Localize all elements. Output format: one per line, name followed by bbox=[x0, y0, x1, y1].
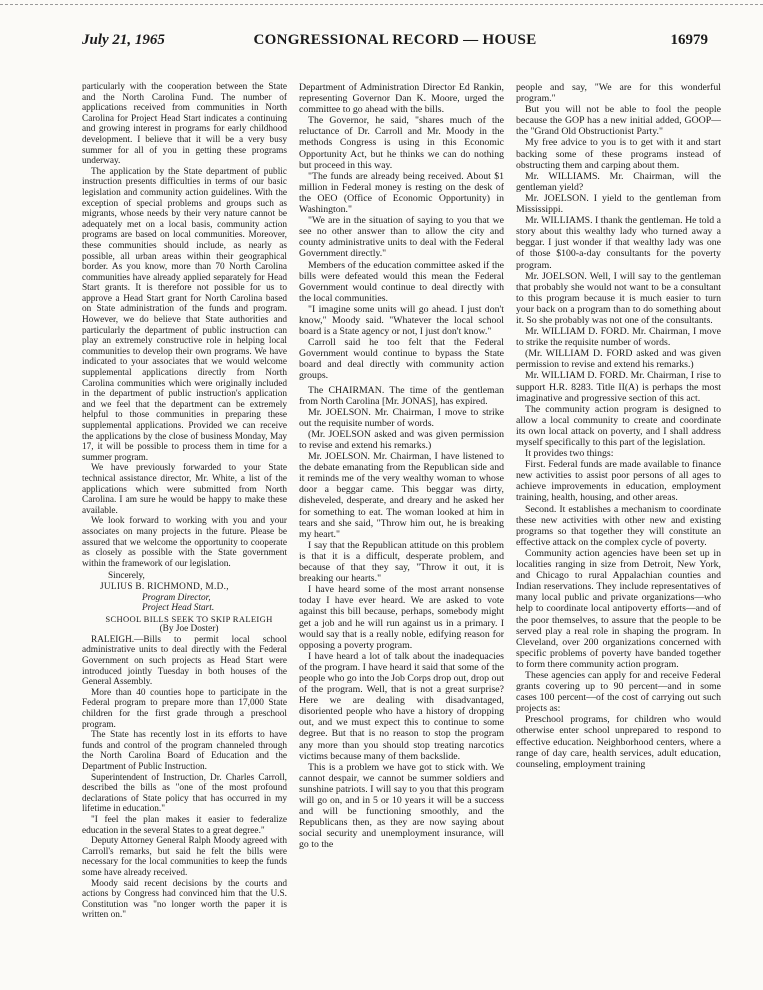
signatory-name: JULIUS B. RICHMOND, M.D., bbox=[100, 581, 229, 592]
paragraph: We look forward to working with you and your associates on many projects in the future. Please be assured that we welcome the opportunity to cooperate as closely as possible with the State government within the framework of our legislation. bbox=[82, 516, 287, 569]
paragraph: This is a problem we have got to stick with. We cannot despair, we cannot be summer soldiers and sunshine patriots. I will say to you that this program will go on, and in 5 or 10 years it will be a success and will be functioning smoothly, and the Republicans then, as they are now saying about social security and unemployment insurance, will go to the bbox=[299, 761, 504, 851]
column-middle bbox=[299, 82, 504, 978]
paragraph: "I imagine some units will go ahead. I just don't know," Moody said. "Whatever the local school board is a State agency or not, I just don't know." bbox=[299, 303, 504, 338]
paragraph: people and say, "We are for this wonderful program." bbox=[516, 82, 721, 105]
paragraph: Mr. WILLIAMS. Mr. Chairman, will the gentleman yield? bbox=[516, 170, 721, 193]
paragraph: Department of Administration Director Ed Rankin, representing Governor Dan K. Moore, urged the committee to go ahead with the bills. bbox=[299, 82, 504, 116]
signatory-title: Program Director, bbox=[142, 592, 211, 603]
paragraph: Superintendent of Instruction, Dr. Charles Carroll, described the bills as "one of the most profound declarations of State policy that has occurred in my lifetime in education." bbox=[82, 772, 287, 815]
paragraph: Moody said recent decisions by the courts and actions by Congress had convinced him that the U.S. Constitution was "no longer worth the paper it is written on." bbox=[82, 878, 287, 921]
column-right bbox=[516, 82, 721, 978]
page-header bbox=[82, 30, 708, 54]
paragraph: Mr. WILLIAM D. FORD. Mr. Chairman, I move to strike the requisite number of words. bbox=[516, 326, 721, 349]
paragraph: "We are in the situation of saying to you that we see no other answer than to allow the city and county administrative units to deal with the Federal Government directly." bbox=[299, 215, 504, 260]
paragraph: First. Federal funds are made available to finance new activities to assist poor persons of all ages to achieve improvements in education, employment training, health, housing, and other areas. bbox=[516, 459, 721, 504]
paragraph: Second. It establishes a mechanism to coordinate these new activities with other new and existing programs so that together they will constitute an effective attack on the complex cycle of poverty. bbox=[516, 503, 721, 548]
paragraph: (Mr. WILLIAM D. FORD asked and was given permission to revise and extend his remarks.) bbox=[516, 348, 721, 371]
paragraph: Members of the education committee asked if the bills were defeated would this mean the Federal Government would continue to deal directly with the local communities. bbox=[299, 259, 504, 304]
header-date: July 21, 1965 bbox=[82, 32, 165, 48]
paragraph: The CHAIRMAN. The time of the gentleman from North Carolina [Mr. JONAS], has expired. bbox=[299, 384, 504, 407]
paragraph: The application by the State department of public instruction presents difficulties in terms of our basic legislation and community action guidelines. With the exception of special problems and groups such as migrants, whose needs by their very nature cannot be adequately met on a local basis, community action programs are based on local communities. Moreover, these communities should include, as nearly as possible, all urban areas within their geographical border. As you know, more than 70 North Carolina communities have already applied separately for Head Start grants. It is therefore not possible for us to approve a Head Start grant for North Carolina based on State administration of the funds and program. However, we do believe that State authorities and particularly the department of public instruction can play an extremely constructive role in helping local communities to develop their own programs. We have indicated to your associates that we would welcome supplemental applications directly from North Carolina communities which were originally included in the department of public instruction's application and we feel that the department can be extremely helpful to those communities in preparing these supplemental applications. Provided we can receive the applications by the close of business Monday, May 17, it will be possible to process them in time for a summer program. bbox=[82, 166, 287, 463]
signatory-program: Project Head Start. bbox=[142, 603, 215, 614]
sincerely: Sincerely, bbox=[108, 571, 145, 582]
signature-block bbox=[82, 571, 287, 613]
paragraph: Mr. JOELSON. I yield to the gentleman from Mississippi. bbox=[516, 192, 721, 216]
paragraph: Mr. JOELSON. Well, I will say to the gentleman that probably she would not want to be a consultant to this program because it is much easier to turn your back on a program than to do something about it. So she probably was not one of the consultants. bbox=[516, 270, 721, 326]
article-headline: SCHOOL BILLS SEEK TO SKIP RALEIGH bbox=[105, 613, 273, 624]
paragraph: Carroll said he too felt that the Federal Government would continue to bypass the State board and deal directly with community action groups. bbox=[299, 337, 504, 382]
header-page-number: 16979 bbox=[670, 32, 708, 48]
paragraph: Community action agencies have been set up in localities ranging in size from Detroit, New York, and Chicago to rural Appalachian counties and Indian reservations. They include representatives of many local public and private organizations—who help to coordinate local antipoverty efforts—and of the poor themselves, to assure that the people to be served play a real role in shaping the program. In Cleveland, over 200 organizations concerned with specific problems of poverty have banded together to form there community action program. bbox=[516, 547, 721, 670]
paragraph: "The funds are already being received. About $1 million in Federal money is resting on the desk of the OEO (Office of Economic Opportunity) in Washington." bbox=[299, 170, 504, 216]
article-byline: (By Joe Doster) bbox=[159, 624, 219, 635]
column-left bbox=[82, 82, 287, 978]
paragraph: Preschool programs, for children who would otherwise enter school unprepared to respond to effective education. Neighborhood centers, where a range of day care, health services, adult education, counseling, employment training bbox=[516, 714, 721, 770]
text-columns bbox=[82, 82, 722, 978]
paragraph: The Governor, he said, "shares much of the reluctance of Dr. Carroll and Mr. Moody in the methods Congress is using in this Economic Opportunity Act, but he thinks we can do nothing but proceed in this way. bbox=[299, 115, 504, 171]
paragraph: "I feel the plan makes it easier to federalize education in the several States to a great degree." bbox=[82, 814, 287, 836]
paragraph: Deputy Attorney General Ralph Moody agreed with Carroll's remarks, but said he felt the bills were necessary for the local communities to keep the funds some have already received. bbox=[82, 836, 287, 878]
paragraph: My free advice to you is to get with it and start backing some of these programs instead of obstructing them and carping about them. bbox=[516, 137, 721, 171]
paragraph: We have previously forwarded to your State technical assistance director, Mr. White, a list of the applications which were submitted from North Carolina. I am sure he would be happy to make these available. bbox=[82, 463, 287, 516]
paragraph: RALEIGH.—Bills to permit local school administrative units to deal directly with the Federal Government on such projects as Head Start were introduced jointly Tuesday in both houses of the General Assembly. bbox=[82, 634, 287, 688]
paragraph: More than 40 counties hope to participate in the Federal program to prepare more than 17,000 State children for the first grade through a preschool program. bbox=[82, 687, 287, 730]
paragraph: I say that the Republican attitude on this problem is that it is a difficult, desperate problem, and because of that they say, "Throw it out, it is breaking our hearts." bbox=[299, 539, 504, 585]
scan-top-border bbox=[0, 4, 763, 5]
paragraph: particularly with the cooperation between the State and the North Carolina Fund. The number of applications received from communities in North Carolina for Project Head Start indicates a continuing and growing interest in programs for early childhood development. I believe that it will be a very busy summer for all of you in getting these programs underway. bbox=[82, 82, 287, 167]
paragraph: It provides two things: bbox=[525, 448, 614, 460]
paragraph: (Mr. JOELSON asked and was given permission to revise and extend his remarks.) bbox=[299, 428, 504, 451]
paragraph: These agencies can apply for and receive Federal grants covering up to 90 percent—and in some cases 100 percent—of the cost of carrying out such projects as: bbox=[516, 669, 721, 715]
paragraph: Mr. JOELSON. Mr. Chairman, I have listened to the debate emanating from the Republican side and it reminds me of the very wealthy woman to whose door a beggar came. This beggar was dirty, disheveled, desperate, and dreary and he asked her for something to eat. The woman looked at him in tears and she said, "Throw him out, he is breaking my heart." bbox=[299, 451, 504, 540]
paragraph: Mr. WILLIAMS. I thank the gentleman. He told a story about this wealthy lady who turned away a beggar. I just wonder if that wealthy lady was one of those $100-a-day consultants for the poverty program. bbox=[516, 215, 721, 271]
paragraph: I have heard some of the most arrant nonsense today I have ever heard. We are asked to vote against this bill because, perhaps, somebody might get a job and he will run against us in a primary. I would say that is a really noble, edifying reason for opposing a poverty program. bbox=[299, 584, 504, 651]
paragraph: The community action program is designed to allow a local community to create and coordinate its own local attack on poverty, and I shall address myself specifically to this part of the legislation. bbox=[516, 403, 721, 448]
paragraph: The State has recently lost in its efforts to have funds and control of the program channeled through the North Carolina Board of Education and the Department of Public Instruction. bbox=[82, 730, 287, 772]
paragraph: I have heard a lot of talk about the inadequacies of the program. I have heard it said that some of the people who go into the Job Corps drop out, drop out of the program. Well, that is not a great surprise? Here we are dealing with disadvantaged, disoriented people who have a history of dropping out, and we must expect this to continue to some degree. But that is no reason to stop the program any more than you should stop treating narcotics victims because many of them backslide. bbox=[299, 650, 504, 762]
paragraph: Mr. JOELSON. Mr. Chairman, I move to strike out the requisite number of words. bbox=[299, 406, 504, 429]
paragraph: But you will not be able to fool the people because the GOP has a new initial added, GOOP—the "Grand Old Obstructionist Party." bbox=[516, 104, 721, 138]
header-title: CONGRESSIONAL RECORD — HOUSE bbox=[253, 32, 537, 48]
paragraph: Mr. WILLIAM D. FORD. Mr. Chairman, I rise to support H.R. 8283. Title II(A) is perhaps the most imaginative and progressive section of this act. bbox=[516, 370, 721, 404]
